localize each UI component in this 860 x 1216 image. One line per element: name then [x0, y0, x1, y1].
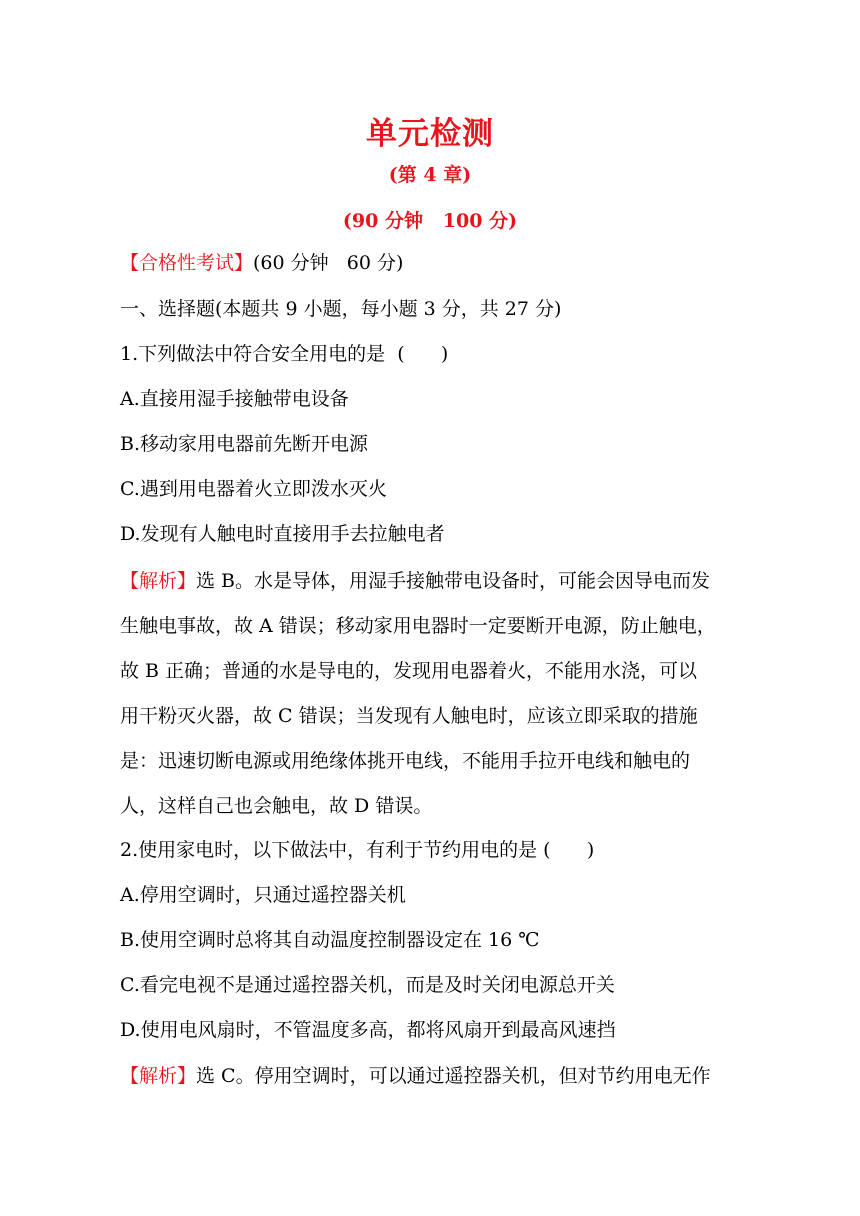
- question-2-option-c: C.看完电视不是通过遥控器关机，而是及时关闭电源总开关: [120, 974, 615, 996]
- question-2-option-d: D.使用电风扇时，不管温度多高，都将风扇开到最高风速挡: [120, 1019, 616, 1041]
- analysis-tag: 【解析】: [120, 570, 197, 592]
- page-title: 单元检测: [366, 116, 494, 152]
- part-heading: 一、选择题(本题共 9 小题，每小题 3 分，共 27 分): [120, 298, 562, 320]
- chapter-subtitle: (第 4 章): [388, 164, 472, 186]
- section-header: [120, 250, 750, 276]
- question-1-analysis-line: 人，这样自己也会触电，故 D 错误。: [120, 795, 433, 817]
- question-2-analysis-line: [120, 1063, 750, 1089]
- question-1-analysis-line: [120, 568, 750, 594]
- question-1-stem: 1.下列做法中符合安全用电的是 ( ): [120, 343, 449, 365]
- question-2-option-b: B.使用空调时总将其自动温度控制器设定在 16 ℃: [120, 929, 540, 951]
- section-info: (60 分钟 60 分): [253, 252, 404, 274]
- question-1-option-a: A.直接用湿手接触带电设备: [120, 388, 349, 410]
- analysis-text: 选 C。停用空调时，可以通过遥控器关机，但对节约用电无作: [196, 1065, 711, 1087]
- analysis-tag: 【解析】: [120, 1065, 197, 1087]
- question-2-stem: 2.使用家电时，以下做法中，有利于节约用电的是 ( ): [120, 839, 595, 861]
- analysis-text: 选 B。水是导体，用湿手接触带电设备时，可能会因导电而发: [196, 570, 711, 592]
- question-1-option-c: C.遇到用电器着火立即泼水灭火: [120, 478, 387, 500]
- question-1-analysis-line: 生触电事故，故 A 错误；移动家用电器时一定要断开电源，防止触电，: [120, 615, 716, 637]
- question-1-analysis-line: 用干粉灭火器，故 C 错误；当发现有人触电时，应该立即采取的措施: [120, 705, 698, 727]
- question-1-option-b: B.移动家用电器前先断开电源: [120, 433, 369, 455]
- question-1-analysis-line: 故 B 正确；普通的水是导电的，发现用电器着火，不能用水浇，可以: [120, 660, 698, 682]
- question-1-analysis-line: 是：迅速切断电源或用绝缘体挑开电线，不能用手拉开电线和触电的: [120, 750, 691, 772]
- question-2-option-a: A.停用空调时，只通过遥控器关机: [120, 884, 406, 906]
- question-1-option-d: D.发现有人触电时直接用手去拉触电者: [120, 523, 445, 545]
- section-tag: 【合格性考试】: [120, 252, 254, 274]
- exam-duration: (90 分钟 100 分): [342, 210, 518, 232]
